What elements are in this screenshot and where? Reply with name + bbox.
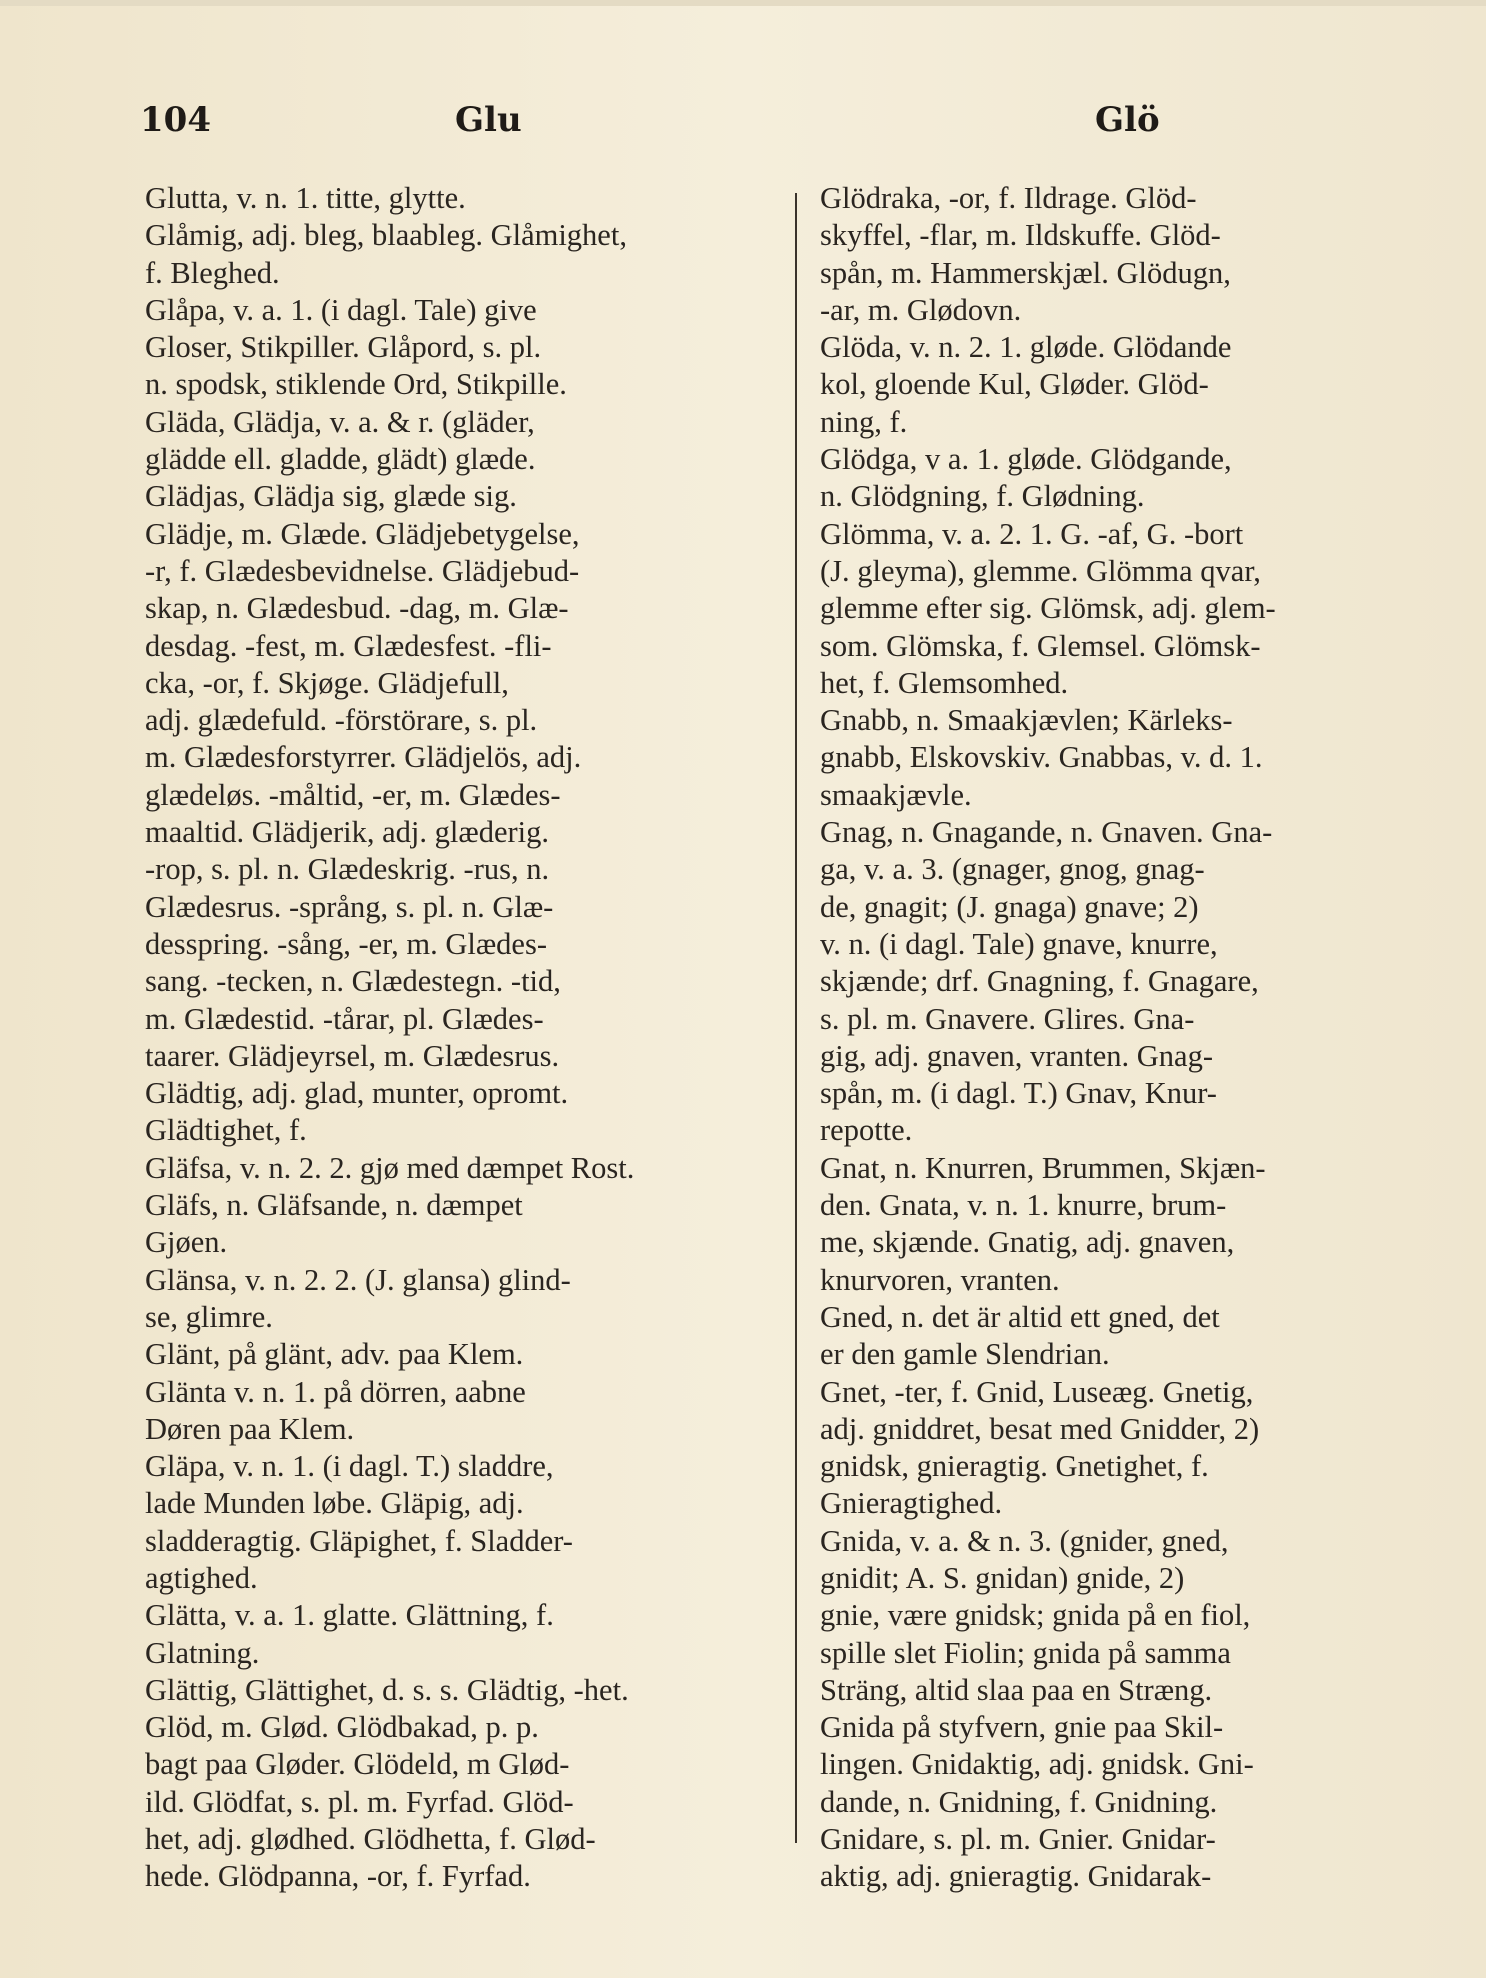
dictionary-line: Gloser, Stikpiller. Glåpord, s. pl.	[145, 330, 542, 365]
dictionary-line: desdag. -fest, m. Glædesfest. -fli-	[145, 628, 552, 663]
dictionary-line: Glutta, v. n. 1. titte, glytte.	[145, 181, 466, 215]
dictionary-line: glædeløs. -måltid, -er, m. Glædes-	[145, 777, 561, 812]
dictionary-line: Glödraka, -or, f. Ildrage. Glöd-	[820, 181, 1197, 215]
dictionary-line: Glätta, v. a. 1. glatte. Glättning, f.	[145, 1598, 554, 1633]
dictionary-line: gnie, være gnidsk; gnida på en fiol,	[820, 1598, 1251, 1633]
dictionary-line: agtighed.	[145, 1560, 258, 1595]
dictionary-line: Glåpa, v. a. 1. (i dagl. Tale) give	[145, 292, 537, 327]
dictionary-line: Gnet, -ter, f. Gnid, Luseæg. Gnetig,	[820, 1374, 1254, 1409]
dictionary-line: n. Glödgning, f. Glødning.	[820, 479, 1145, 514]
right-column	[820, 180, 1460, 1896]
dictionary-line: som. Glömska, f. Glemsel. Glömsk-	[820, 628, 1261, 663]
dictionary-line: Gned, n. det är altid ett gned, det	[820, 1299, 1220, 1334]
dictionary-line: se, glimre.	[145, 1299, 273, 1334]
dictionary-line: er den gamle Slendrian.	[820, 1337, 1110, 1372]
dictionary-line: Gläfsa, v. n. 2. 2. gjø med dæmpet Rost.	[145, 1150, 635, 1185]
dictionary-line: cka, -or, f. Skjøge. Glädjefull,	[145, 665, 509, 700]
dictionary-line: Glåmig, adj. bleg, blaableg. Glåmighet,	[145, 218, 627, 253]
dictionary-line: Gnat, n. Knurren, Brummen, Skjæn-	[820, 1150, 1266, 1185]
dictionary-line: Gläpa, v. n. 1. (i dagl. T.) sladdre,	[145, 1449, 554, 1484]
dictionary-line: f. Bleghed.	[145, 255, 280, 290]
dictionary-line: -r, f. Glædesbevidnelse. Glädjebud-	[145, 553, 580, 588]
dictionary-line: sang. -tecken, n. Glædestegn. -tid,	[145, 964, 561, 999]
dictionary-line: ning, f.	[820, 404, 908, 439]
dictionary-line: Gjøen.	[145, 1225, 228, 1260]
dictionary-line: Glömma, v. a. 2. 1. G. -af, G. -bort	[820, 516, 1244, 551]
dictionary-line: ild. Glödfat, s. pl. m. Fyrfad. Glöd-	[145, 1784, 574, 1819]
dictionary-line: maaltid. Glädjerik, adj. glæderig.	[145, 815, 550, 850]
dictionary-line: Glöd, m. Glød. Glödbakad, p. p.	[145, 1710, 539, 1745]
dictionary-line: Gnag, n. Gnagande, n. Gnaven. Gna-	[820, 815, 1273, 850]
dictionary-line: sladderagtig. Gläpighet, f. Sladder-	[145, 1523, 573, 1558]
dictionary-line: Gnieragtighed.	[820, 1486, 1003, 1521]
column-divider	[795, 193, 797, 1843]
dictionary-line: het, adj. glødhed. Glödhetta, f. Glød-	[145, 1822, 596, 1857]
dictionary-line: Gläda, Glädja, v. a. & r. (gläder,	[145, 404, 535, 439]
dictionary-line: Glänsa, v. n. 2. 2. (J. glansa) glind-	[145, 1262, 571, 1297]
dictionary-line: Glädje, m. Glæde. Glädjebetygelse,	[145, 516, 580, 551]
dictionary-line: hede. Glödpanna, -or, f. Fyrfad.	[145, 1859, 531, 1894]
dictionary-line: Glädtig, adj. glad, munter, opromt.	[145, 1076, 569, 1111]
dictionary-line: knurvoren, vranten.	[820, 1262, 1060, 1297]
dictionary-line: skjænde; drf. Gnagning, f. Gnagare,	[820, 964, 1259, 999]
dictionary-line: spille slet Fiolin; gnida på samma	[820, 1635, 1231, 1670]
dictionary-line: den. Gnata, v. n. 1. knurre, brum-	[820, 1188, 1227, 1223]
dictionary-line: skyffel, -flar, m. Ildskuffe. Glöd-	[820, 218, 1221, 253]
dictionary-line: aktig, adj. gnieragtig. Gnidarak-	[820, 1859, 1212, 1894]
dictionary-line: Gläfs, n. Gläfsande, n. dæmpet	[145, 1188, 523, 1223]
dictionary-line: bagt paa Gløder. Glödeld, m Glød-	[145, 1747, 570, 1782]
dictionary-line: glädde ell. gladde, glädt) glæde.	[145, 442, 536, 477]
dictionary-line: gnidsk, gnieragtig. Gnetighet, f.	[820, 1449, 1209, 1484]
dictionary-line: spån, m. Hammerskjæl. Glödugn,	[820, 255, 1231, 290]
dictionary-line: desspring. -sång, -er, m. Glædes-	[145, 926, 547, 961]
dictionary-line: m. Glædesforstyrrer. Glädjelös, adj.	[145, 740, 582, 775]
dictionary-line: gnidit; A. S. gnidan) gnide, 2)	[820, 1560, 1185, 1595]
dictionary-line: gig, adj. gnaven, vranten. Gnag-	[820, 1038, 1213, 1073]
dictionary-line: Glädtighet, f.	[145, 1113, 307, 1148]
dictionary-line: Glättig, Glättighet, d. s. s. Glädtig, -het.	[145, 1672, 629, 1707]
dictionary-line: m. Glædestid. -tårar, pl. Glædes-	[145, 1001, 544, 1036]
dictionary-line: spån, m. (i dagl. T.) Gnav, Knur-	[820, 1076, 1217, 1111]
dictionary-line: Glänt, på glänt, adv. paa Klem.	[145, 1337, 524, 1372]
dictionary-line: Glædesrus. -språng, s. pl. n. Glæ-	[145, 889, 554, 924]
dictionary-line: Gnabb, n. Smaakjævlen; Kärleks-	[820, 703, 1233, 738]
dictionary-line: Sträng, altid slaa paa en Stræng.	[820, 1672, 1213, 1707]
dictionary-line: adj. gniddret, besat med Gnidder, 2)	[820, 1411, 1260, 1446]
dictionary-line: Gnida på styfvern, gnie paa Skil-	[820, 1710, 1224, 1745]
dictionary-line: Glatning.	[145, 1635, 260, 1670]
page-number: 104	[140, 100, 211, 140]
dictionary-line: me, skjænde. Gnatig, adj. gnaven,	[820, 1225, 1235, 1260]
dictionary-line: Glöda, v. n. 2. 1. gløde. Glödande	[820, 330, 1232, 365]
page-top-edge	[0, 0, 1486, 6]
dictionary-line: Gnida, v. a. & n. 3. (gnider, gned,	[820, 1523, 1229, 1558]
dictionary-line: Døren paa Klem.	[145, 1411, 355, 1446]
dictionary-line: n. spodsk, stiklende Ord, Stikpille.	[145, 367, 567, 402]
dictionary-line: Glödga, v a. 1. gløde. Glödgande,	[820, 442, 1232, 477]
dictionary-line: de, gnagit; (J. gnaga) gnave; 2)	[820, 889, 1199, 924]
left-running-head: Glu	[455, 100, 522, 140]
dictionary-line: Glädjas, Glädja sig, glæde sig.	[145, 479, 517, 514]
dictionary-line: -rop, s. pl. n. Glædeskrig. -rus, n.	[145, 852, 550, 887]
dictionary-line: skap, n. Glædesbud. -dag, m. Glæ-	[145, 591, 569, 626]
dictionary-line: dande, n. Gnidning, f. Gnidning.	[820, 1784, 1218, 1819]
dictionary-line: Glänta v. n. 1. på dörren, aabne	[145, 1374, 526, 1409]
dictionary-line: s. pl. m. Gnavere. Glires. Gna-	[820, 1001, 1195, 1036]
dictionary-line: het, f. Glemsomhed.	[820, 665, 1069, 700]
dictionary-line: (J. gleyma), glemme. Glömma qvar,	[820, 553, 1261, 588]
left-column	[145, 180, 785, 1896]
dictionary-line: Gnidare, s. pl. m. Gnier. Gnidar-	[820, 1822, 1216, 1857]
dictionary-line: v. n. (i dagl. Tale) gnave, knurre,	[820, 926, 1218, 961]
dictionary-line: lade Munden løbe. Gläpig, adj.	[145, 1486, 524, 1521]
right-running-head: Glö	[1095, 100, 1160, 140]
dictionary-line: smaakjævle.	[820, 777, 972, 812]
dictionary-line: taarer. Glädjeyrsel, m. Glædesrus.	[145, 1038, 560, 1073]
dictionary-line: repotte.	[820, 1113, 913, 1148]
dictionary-line: lingen. Gnidaktig, adj. gnidsk. Gni-	[820, 1747, 1254, 1782]
dictionary-line: gnabb, Elskovskiv. Gnabbas, v. d. 1.	[820, 740, 1263, 775]
dictionary-line: ga, v. a. 3. (gnager, gnog, gnag-	[820, 852, 1205, 887]
dictionary-line: -ar, m. Glødovn.	[820, 292, 1022, 327]
dictionary-line: kol, gloende Kul, Gløder. Glöd-	[820, 367, 1209, 402]
dictionary-line: glemme efter sig. Glömsk, adj. glem-	[820, 591, 1276, 626]
dictionary-line: adj. glædefuld. -förstörare, s. pl.	[145, 703, 538, 738]
